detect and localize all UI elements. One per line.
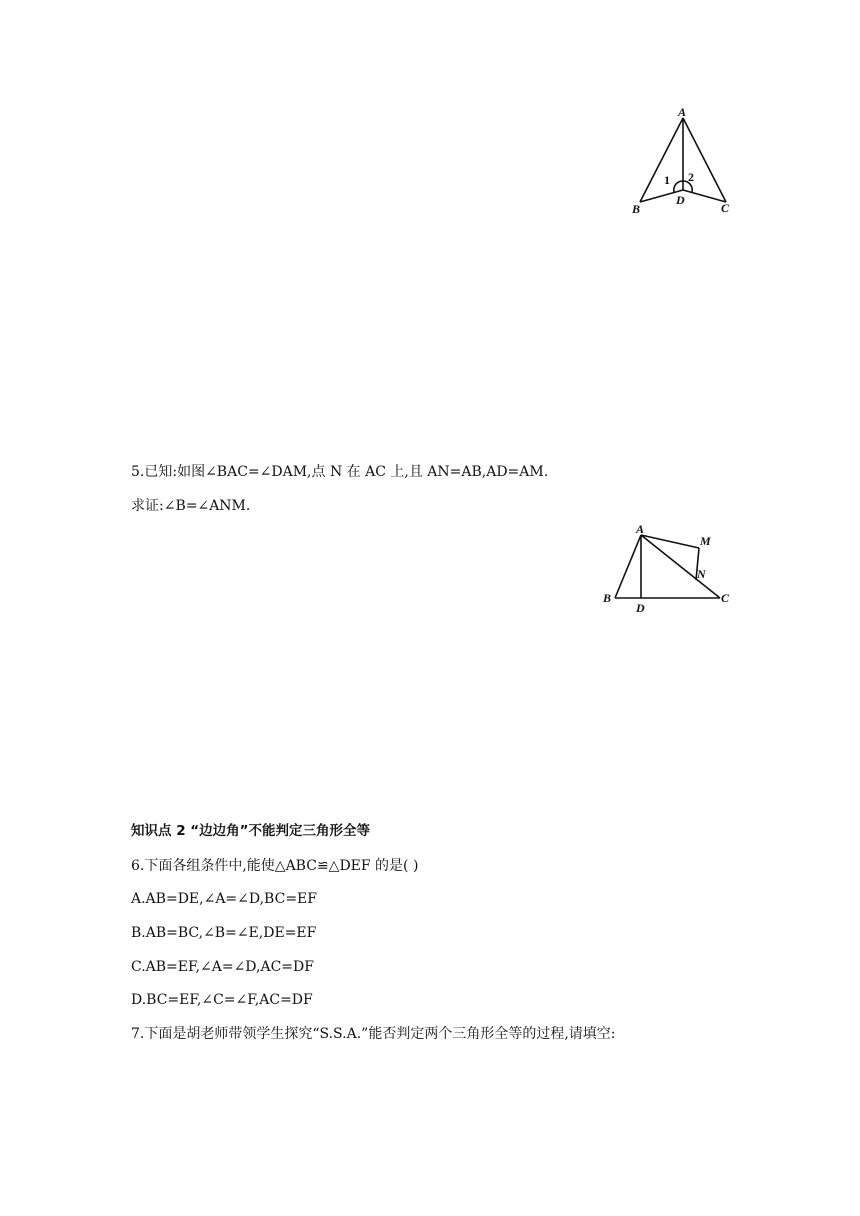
label-b: B	[632, 202, 641, 216]
label-m: M	[700, 534, 711, 548]
label-b: B	[603, 591, 612, 605]
problem-6-option-a: A.AB=DE,∠A=∠D,BC=EF	[131, 891, 317, 907]
label-c: C	[721, 591, 730, 605]
segment-ab	[615, 535, 641, 598]
segment-ab	[640, 118, 683, 202]
problem-5-given: 5.已知:如图∠BAC=∠DAM,点 N 在 AC 上,且 AN=AB,AD=AM.	[131, 464, 549, 480]
figure-triangle-abc-mn	[598, 520, 742, 616]
problem-5-prove: 求证:∠B=∠ANM.	[131, 498, 251, 514]
label-a: A	[636, 522, 645, 536]
section-heading: 知识点 2 “边边角”不能判定三角形全等	[131, 823, 371, 839]
problem-6-option-d: D.BC=EF,∠C=∠F,AC=DF	[131, 992, 313, 1008]
label-angle-2: 2	[688, 170, 694, 184]
problem-7-stem: 7.下面是胡老师带领学生探究“S.S.A.”能否判定两个三角形全等的过程,请填空:	[131, 1026, 616, 1042]
problem-6-stem: 6.下面各组条件中,能使△ABC≌△DEF 的是( )	[131, 858, 419, 874]
figure-triangle-abc-ad	[628, 104, 738, 216]
segment-dc	[683, 190, 726, 202]
label-n: N	[697, 567, 706, 581]
segment-ac	[683, 118, 726, 202]
label-d: D	[636, 601, 645, 615]
problem-6-option-b: B.AB=BC,∠B=∠E,DE=EF	[131, 925, 317, 941]
problem-6-option-c: C.AB=EF,∠A=∠D,AC=DF	[131, 959, 314, 975]
label-d: D	[676, 193, 685, 207]
label-angle-1: 1	[664, 173, 670, 187]
label-a: A	[678, 105, 687, 119]
label-c: C	[721, 201, 730, 215]
